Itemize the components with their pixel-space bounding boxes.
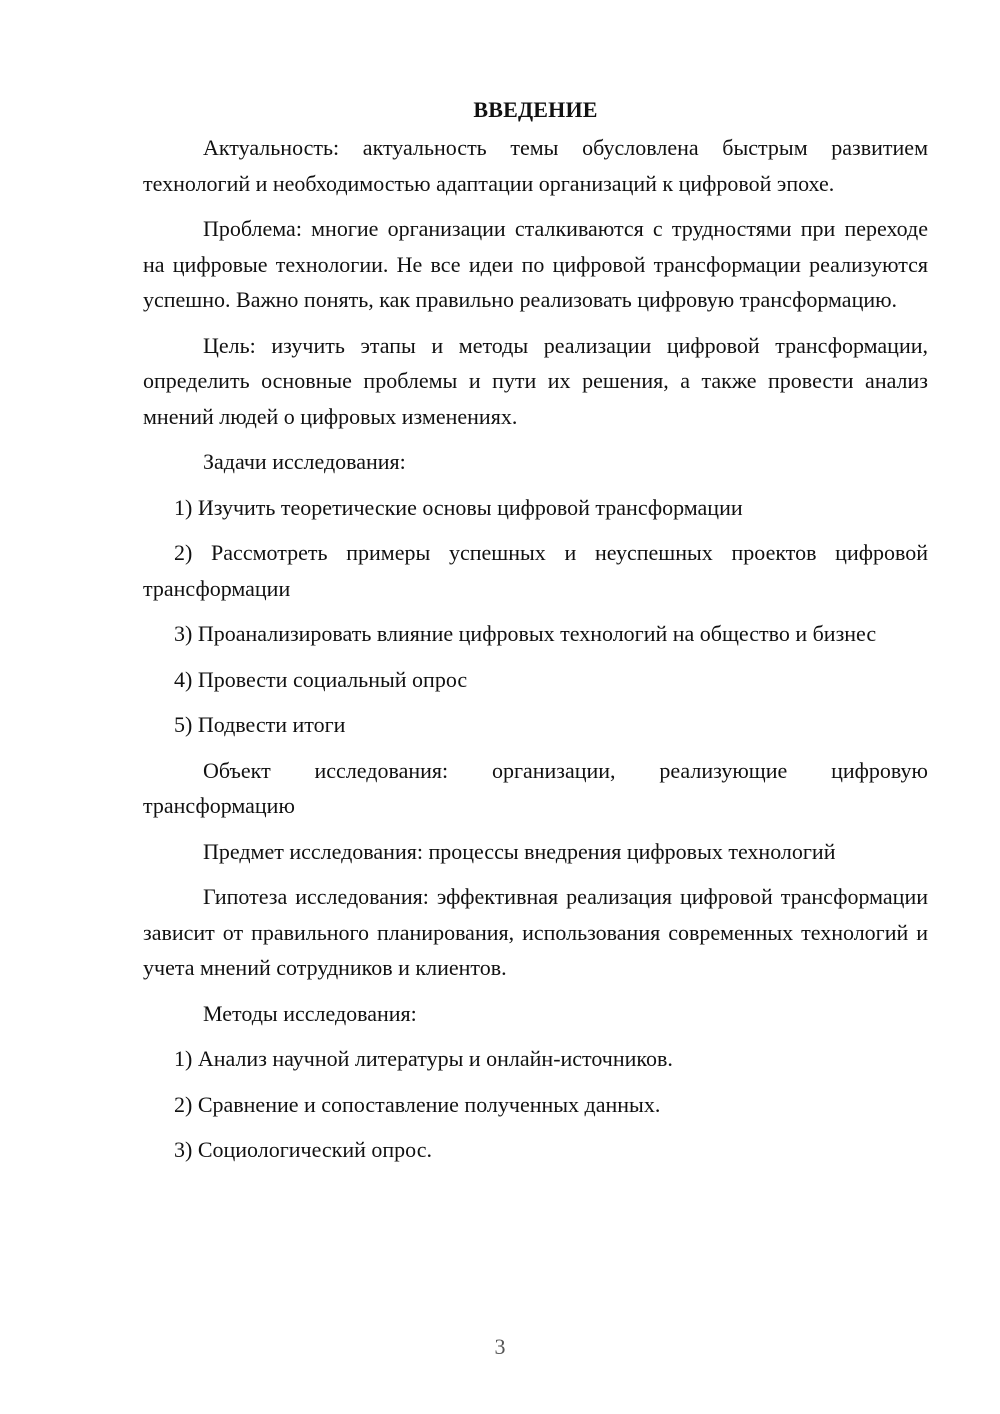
relevance-paragraph: Актуальность: актуальность темы обусловлена быстрым развитием технологий и необходимостью адаптации организаций к цифровой эпохе.: [143, 135, 928, 196]
task-item-4: 4) Провести социальный опрос: [174, 666, 468, 692]
object-paragraph: Объект исследования: организации, реализующие цифровую трансформацию: [143, 757, 928, 818]
task-item-2: 2) Рассмотреть примеры успешных и неуспешных проектов цифровой трансформации: [143, 540, 928, 601]
section-title: ВВЕДЕНИЕ: [473, 97, 598, 122]
page-number: 3: [494, 1334, 506, 1359]
document-page: [143, 92, 928, 1168]
task-item-5: 5) Подвести итоги: [174, 712, 346, 737]
method-item-3: 3) Социологический опрос.: [174, 1137, 432, 1162]
goal-paragraph: Цель: изучить этапы и методы реализации цифровой трансформации, определить основные проблемы и пути их решения, а также провести анализ мнений людей о цифровых изменениях.: [143, 332, 928, 429]
task-item-1: 1) Изучить теоретические основы цифровой трансформации: [174, 494, 743, 520]
problem-paragraph: Проблема: многие организации сталкиваются с трудностями при переходе на цифровые технологии. Не все идеи по цифровой трансформации реализуются успешно. Важно понять, как правильно реализовать цифровую трансформацию.: [143, 216, 928, 312]
method-item-1: 1) Анализ научной литературы и онлайн-источников.: [174, 1046, 673, 1071]
subject-paragraph: Предмет исследования: процессы внедрения цифровых технологий: [203, 838, 836, 864]
method-item-2: 2) Сравнение и сопоставление полученных данных.: [174, 1091, 661, 1117]
tasks-heading: Задачи исследования:: [203, 449, 406, 474]
task-item-3: 3) Проанализировать влияние цифровых технологий на общество и бизнес: [174, 621, 877, 646]
hypothesis-paragraph: Гипотеза исследования: эффективная реализация цифровой трансформации зависит от правильного планирования, использования современных технологий и учета мнений сотрудников и клиентов.: [143, 884, 928, 980]
methods-heading: Методы исследования:: [203, 1000, 417, 1026]
